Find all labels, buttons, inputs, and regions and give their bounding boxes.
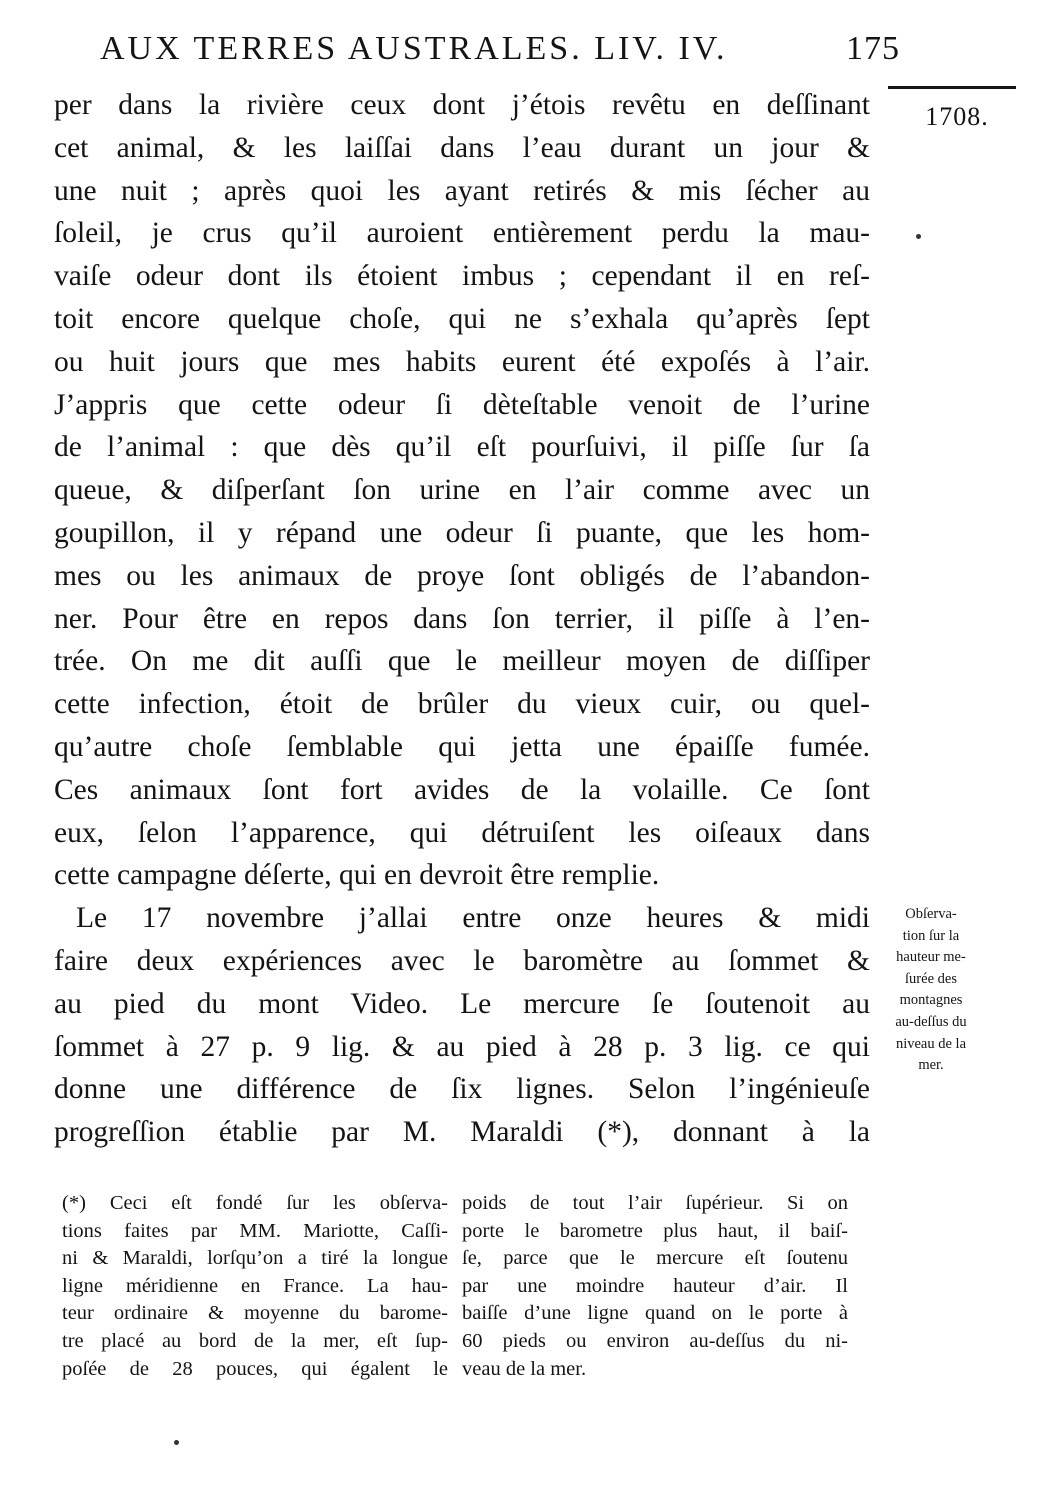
text-line: qu’autre choſe ſemblable qui jetta une épaiſſe fumée. bbox=[54, 730, 870, 763]
text-line: cet animal, & les laiſſai dans l’eau durant un jour & bbox=[54, 131, 870, 164]
footnote-line: (*) Ceci eſt fondé ſur les obſerva- bbox=[62, 1192, 448, 1214]
ink-speck bbox=[174, 1440, 179, 1445]
text-line: goupillon, il y répand une odeur ſi puante, que les hom- bbox=[54, 516, 870, 549]
margin-note-line: niveau de la bbox=[895, 1035, 967, 1052]
running-head bbox=[100, 30, 900, 74]
main-text bbox=[54, 84, 870, 1154]
footnote-line: ni & Maraldi, lorſqu’on a tiré la longue bbox=[62, 1247, 448, 1270]
margin-note-line: Obſerva- bbox=[905, 906, 957, 922]
running-head-title: AUX TERRES AUSTRALES. LIV. IV. bbox=[100, 30, 728, 67]
text-line: vaiſe odeur dont ils étoient imbus ; cependant il en reſ- bbox=[54, 260, 870, 293]
footnote-line: ſe, parce que le mercure eſt ſoutenu bbox=[462, 1247, 848, 1270]
text-line: trée. On me dit auſſi que le meilleur moyen de diſſiper bbox=[54, 645, 870, 678]
text-line: mes ou les animaux de proye ſont obligés de l’abandon- bbox=[54, 559, 870, 592]
footnote-line: poſée de 28 pouces, qui égalent le bbox=[62, 1357, 448, 1380]
text-line: Le 17 novembre j’allai entre onze heures & midi bbox=[76, 902, 870, 935]
page-number: 175 bbox=[846, 30, 900, 67]
margin-note-line: au-deſſus du bbox=[895, 1013, 967, 1030]
margin-note-line: tion ſur la bbox=[902, 927, 960, 944]
text-line: eux, ſelon l’apparence, qui détruiſent les oiſeaux dans bbox=[54, 816, 870, 849]
text-line: ſoleil, je crus qu’il auroient entièrement perdu la mau- bbox=[54, 217, 870, 250]
text-line: ner. Pour être en repos dans ſon terrier, il piſſe à l’en- bbox=[54, 602, 870, 635]
margin-year: 1708. bbox=[925, 102, 989, 131]
text-line: progreſſion établie par M. Maraldi (*), donnant à la bbox=[54, 1116, 870, 1149]
margin-note-line: ſurée des bbox=[905, 970, 957, 987]
text-line: J’appris que cette odeur ſi dèteſtable venoit de l’urine bbox=[54, 388, 870, 421]
margin-note-line: mer. bbox=[918, 1057, 944, 1074]
footnote-line: porte le barometre plus haut, il baiſ- bbox=[462, 1219, 848, 1242]
text-line: cette infection, étoit de brûler du vieux cuir, ou quel- bbox=[54, 688, 870, 721]
text-line: donne une différence de ſix lignes. Selon l’ingénieuſe bbox=[54, 1073, 870, 1106]
footnote-line: veau de la mer. bbox=[462, 1357, 587, 1380]
text-line: de l’animal : que dès qu’il eſt pourſuivi, il piſſe ſur ſa bbox=[54, 431, 870, 464]
text-line: cette campagne déſerte, qui en devroit être remplie. bbox=[54, 859, 660, 892]
text-line: une nuit ; après quoi les ayant retirés & mis ſécher au bbox=[54, 174, 870, 207]
text-line: faire deux expériences avec le baromètre au ſommet & bbox=[54, 944, 870, 977]
margin-note bbox=[868, 904, 994, 1077]
text-line: au pied du mont Video. Le mercure ſe ſoutenoit au bbox=[54, 987, 870, 1020]
footnote-line: ligne méridienne en France. La hau- bbox=[62, 1274, 448, 1297]
footnote-line: tions faites par MM. Mariotte, Caſſi- bbox=[62, 1219, 448, 1242]
footnote-line: par une moindre hauteur d’air. Il bbox=[462, 1274, 848, 1297]
margin-note-line: montagnes bbox=[899, 992, 963, 1009]
text-line: ſommet à 27 p. 9 lig. & au pied à 28 p. 3 lig. ce qui bbox=[54, 1030, 870, 1063]
margin-note-line: hauteur me- bbox=[896, 949, 966, 966]
footnote-line: tre placé au bord de la mer, eſt ſup- bbox=[62, 1329, 448, 1352]
footnote-left-column bbox=[62, 1190, 448, 1383]
footnote-line: baiſſe d’une ligne quand on le porte à bbox=[462, 1302, 848, 1325]
text-line: queue, & diſperſant ſon urine en l’air comme avec un bbox=[54, 474, 870, 507]
header-rule bbox=[888, 86, 1016, 89]
text-line: ou huit jours que mes habits eurent été expoſés à l’air. bbox=[54, 345, 870, 378]
text-line: Ces animaux ſont fort avides de la volaille. Ce ſont bbox=[54, 773, 870, 806]
footnote-right-column bbox=[462, 1190, 848, 1383]
text-line: toit encore quelque choſe, qui ne s’exhala qu’après ſept bbox=[54, 302, 870, 335]
footnote-line: teur ordinaire & moyenne du barome- bbox=[62, 1302, 448, 1325]
footnote-line: poids de tout l’air ſupérieur. Si on bbox=[462, 1192, 848, 1214]
text-line: per dans la rivière ceux dont j’étois revêtu en deſſinant bbox=[54, 89, 870, 121]
footnote-line: 60 pieds ou environ au-deſſus du ni- bbox=[462, 1329, 848, 1352]
ink-speck bbox=[916, 234, 921, 239]
